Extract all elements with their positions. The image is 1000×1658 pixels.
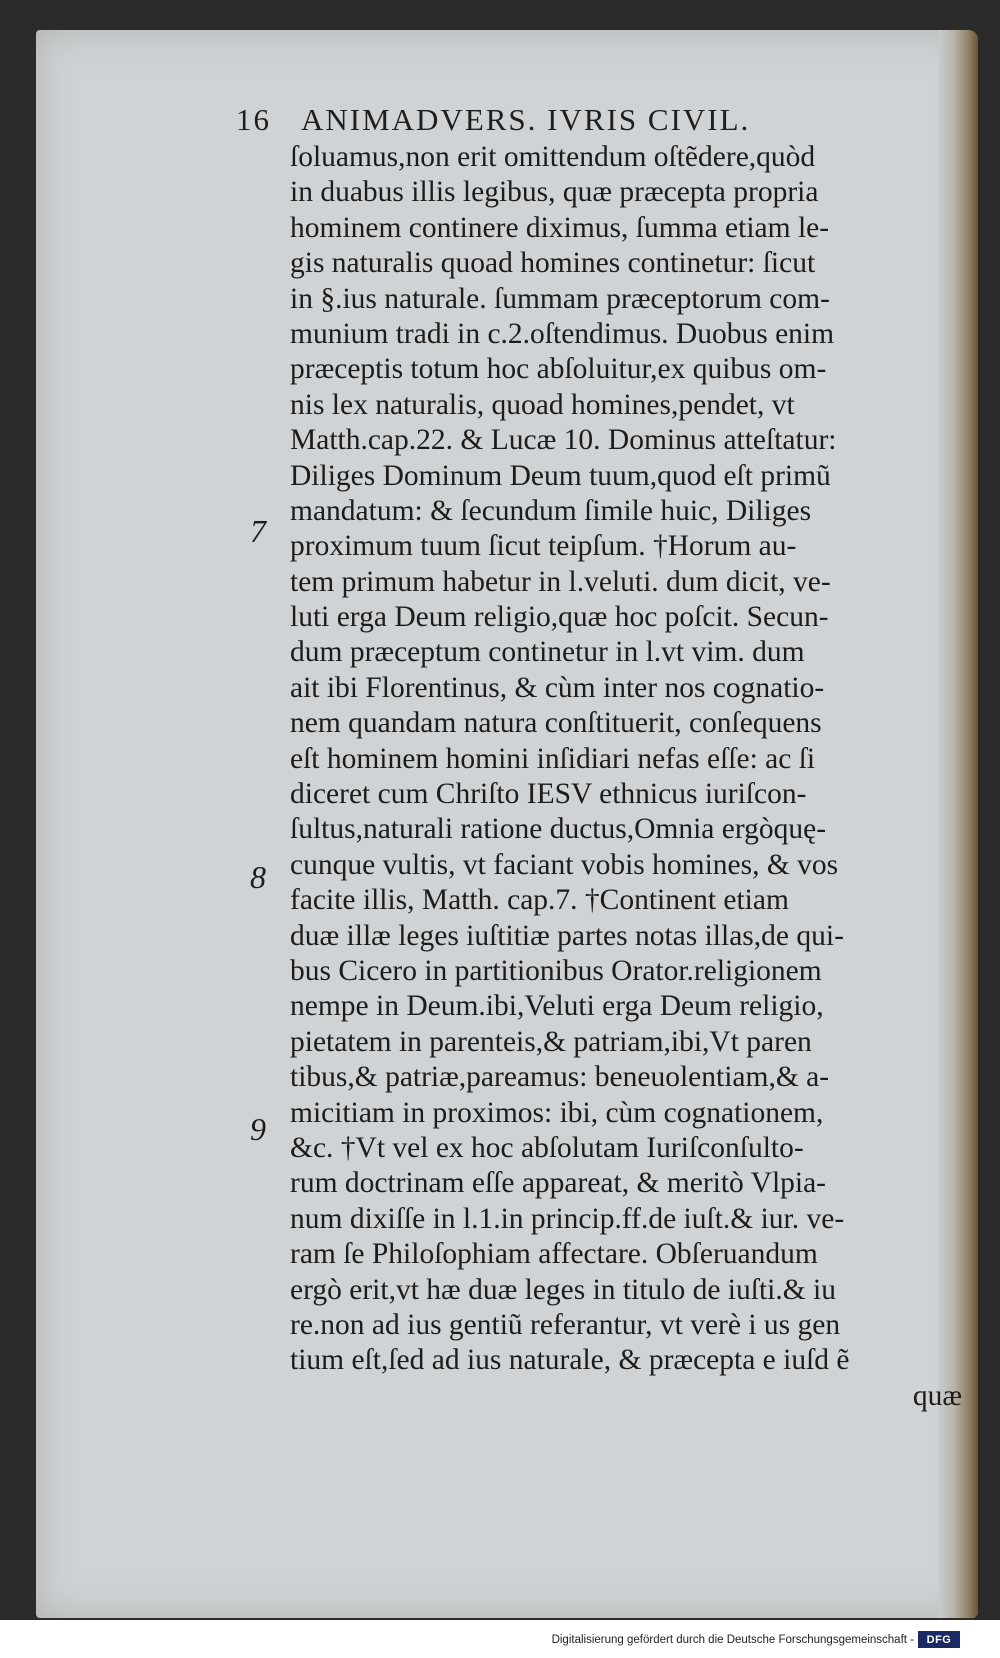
catchword: quæ: [912, 1379, 962, 1412]
text-line: tem primum habetur in l.veluti. dum dicit, ve-: [290, 565, 831, 598]
text-line: &c. †Vt vel ex hoc abſolutam Iuriſconſulto-: [290, 1131, 804, 1164]
text-line: in duabus illis legibus, quæ præcepta propria: [290, 176, 819, 209]
text-line: præceptis totum hoc abſoluitur,ex quibus om-: [290, 353, 827, 386]
text-line: pietatem in parenteis,& patriam,ibi,Vt paren: [290, 1025, 812, 1058]
text-line: hominem continere diximus, ſumma etiam le-: [290, 211, 830, 244]
text-line: bus Cicero in partitionibus Orator.religionem: [290, 954, 822, 987]
text-line: gis naturalis quoad homines continetur: ſicut: [290, 247, 816, 280]
text-line: ram ſe Philoſophiam affectare. Obſeruandum: [290, 1238, 818, 1271]
text-line: rum doctrinam eſſe appareat, & meritò Vlpia-: [290, 1167, 826, 1200]
digitization-credit: Digitalisierung gefördert durch die Deutsche Forschungsgemeinschaft -: [551, 1634, 914, 1646]
page-number: 16: [236, 102, 271, 137]
text-line: luti erga Deum religio,quæ hoc poſcit. Secun-: [290, 601, 829, 634]
text-line: duæ illæ leges iuſtitiæ partes notas illas,de qui-: [290, 919, 844, 952]
text-line: Matth.cap.22. & Lucæ 10. Dominus atteſtatur:: [290, 424, 837, 457]
dfg-logo: DFG: [918, 1631, 960, 1648]
marginal-number: 9: [250, 1111, 266, 1147]
text-line: facite illis, Matth. cap.7. †Continent etiam: [290, 884, 789, 917]
running-head-title: ANIMADVERS. IVRIS CIVIL.: [301, 102, 751, 137]
text-line: re.non ad ius gentiũ referantur, vt verè i us gen: [290, 1308, 841, 1341]
text-line: proximum tuum ſicut teipſum. †Horum au-: [290, 530, 797, 563]
text-line: nem quandam natura conſtituerit, conſequens: [290, 707, 822, 740]
text-line: in §.ius naturale. ſummam præceptorum com-: [290, 282, 830, 315]
text-line: nempe in Deum.ibi,Veluti erga Deum religio,: [290, 990, 824, 1023]
running-header: [236, 102, 916, 142]
text-line: munium tradi in c.2.oſtendimus. Duobus enim: [290, 317, 835, 350]
text-line: ſoluamus,non erit omittendum oſtẽdere,quòd: [290, 141, 816, 173]
body-text: [290, 140, 962, 1414]
text-line: ait ibi Florentinus, & cùm inter nos cognatio-: [290, 671, 825, 704]
marginal-number: 7: [250, 513, 266, 549]
text-line: micitiam in proximos: ibi, cùm cognationem,: [290, 1096, 824, 1129]
text-line: tibus,& patriæ,pareamus: beneuolentiam,& a-: [290, 1061, 830, 1094]
text-line: ſultus,naturali ratione ductus,Omnia ergòquę-: [290, 813, 827, 846]
marginal-number: 8: [250, 859, 266, 895]
text-line: num dixiſſe in l.1.in princip.ff.de iuſt.& iur. ve-: [290, 1202, 845, 1235]
text-line: tium eſt,ſed ad ius naturale, & præcepta e iuſd ẽ: [290, 1344, 850, 1377]
text-line: cunque vultis, vt faciant vobis homines, & vos: [290, 848, 839, 881]
text-line: diceret cum Chriſto IESV ethnicus iuriſcon-: [290, 778, 807, 811]
text-line: ergò erit,vt hæ duæ leges in titulo de iuſti.& iu: [290, 1273, 836, 1306]
text-line: Diliges Dominum Deum tuum,quod eſt primũ: [290, 459, 831, 492]
text-line: dum præceptum continetur in l.vt vim. dum: [290, 636, 805, 669]
text-line: eſt hominem homini inſidiari nefas eſſe: ac ſi: [290, 742, 816, 775]
text-line: nis lex naturalis, quoad homines,pendet, vt: [290, 388, 795, 421]
text-line: mandatum: & ſecundum ſimile huic, Diliges: [290, 494, 812, 527]
